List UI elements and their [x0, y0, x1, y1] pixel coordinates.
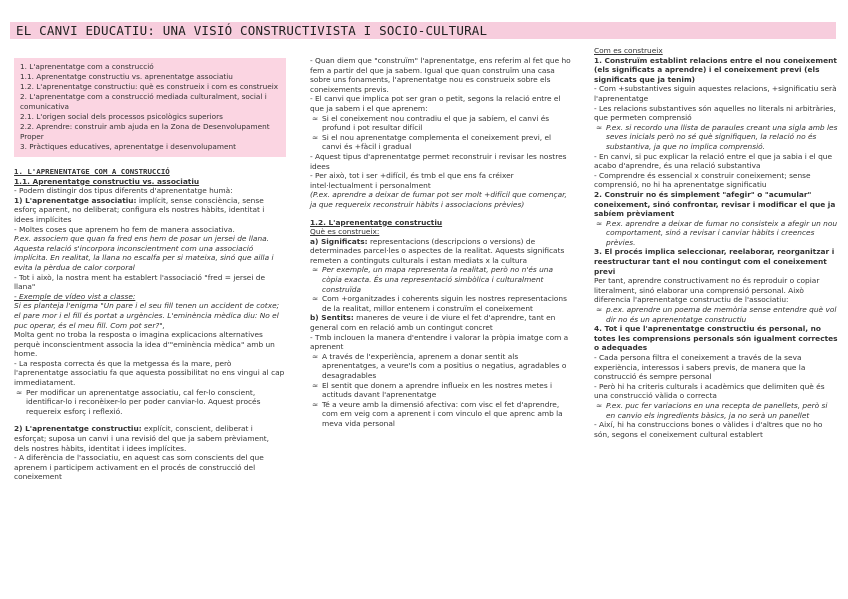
column-2 — [310, 56, 572, 429]
subsection-heading: 1.2. L'aprenentatge constructiu — [310, 217, 443, 227]
toc-item: 1. L'aprenentatge com a construcció — [20, 62, 154, 71]
numbered-point: 1. Construïm establint relacions entre el nou coneixement (els significats a aprendre) i el coneixement previ (els significats que ja tenim) — [594, 55, 837, 84]
bullet-item: ≈ Per exemple, un mapa representa la realitat, però no n'és una còpia exacta. És una representació simbòlica i culturalment construïda — [310, 265, 572, 294]
column-1 — [14, 58, 286, 482]
bullet-item: ≈ Si el nou aprenentatge complementa el coneixement previ, el canvi és +fàcil i gradual — [310, 133, 572, 152]
paragraph: - Moltes coses que aprenem ho fem de manera associativa. — [14, 224, 235, 234]
paragraph: - Cada persona filtra el coneixement a través de la seva experiència, interessos i sabers previs, de manera que la construcció és sempre personal — [594, 353, 806, 382]
term: b) Sentits: — [310, 313, 354, 323]
numbered-point: 2. Construir no és simplement "afegir" o "acumular" coneixement, sinó confrontar, revisar i modificar el que ja sabíem prèviament — [594, 189, 836, 219]
column-3 — [594, 46, 838, 439]
paragraph: - En canvi, si puc explicar la relació entre el que ja sabia i el que acabo d'aprendre, és una relació substantiva — [594, 151, 832, 171]
toc-item: 1.1. Aprenentatge constructiu vs. aprenentatge associatiu — [20, 72, 233, 81]
paragraph: - Així, hi ha construccions bones o vàlides i d'altres que no ho són, segons el coneixement cultural establert — [594, 420, 823, 439]
example: Si es planteja l'enigma "Un pare i el seu fill tenen un accident de cotxe; el pare mor i el fill és portat a urgències. L'eminència mèdica diu: No el puc operar, és el meu fill. Com pot ser?", — [14, 301, 280, 330]
page-title: EL CANVI EDUCATIU: UNA VISIÓ CONSTRUCTIVISTA I SOCIO-CULTURAL — [10, 22, 836, 39]
paragraph: Molta gent no troba la resposta o imagina explicacions alternatives perquè inconscientment associa la idea d'"eminència mèdica" amb un home. — [14, 330, 275, 359]
bullet-item: ≈ El sentit que donem a aprendre influeix en les nostres metes i actituds davant l'aprenentatge — [310, 381, 572, 400]
paragraph: - Quan diem que "construïm" l'aprenentatge, ens referim al fet que ho fem a partir del que ja sabem. Igual que quan construïm una casa sobre uns fonaments, l'aprenentatge nou es construeix sobre els coneixements previs. — [310, 56, 571, 94]
paragraph: b) Sentits: maneres de veure i de viure el fet d'aprendre, tant en general com en relació amb un contingut concret — [310, 313, 556, 333]
numbered-point: 3. El procés implica seleccionar, reelaborar, reorganitzar i reestructurar tant el nou contingut com el coneixement previ — [594, 247, 835, 276]
paragraph: - Comprendre és essencial x construir coneixement; sense comprensió, no hi ha aprenentatge significatiu — [594, 170, 811, 190]
toc-item: 2. L'aprenentatge com a construcció mediada culturalment, social i comunicativa — [20, 92, 267, 111]
bullet-item: ≈ p.ex. aprendre un poema de memòria sense entendre què vol dir no és un aprenentatge constructiu — [594, 305, 838, 324]
paragraph: a) Significats: representacions (descripcions o versions) de determinades parcel·les o aspectes de la realitat. Aquests significats remeten a continguts culturals i estan mediats x la cultura — [310, 236, 565, 265]
paragraph: - Tmb inclouen la manera d'entendre i valorar la pròpia imatge com a aprenent — [310, 332, 569, 352]
paragraph: - Tot i això, la nostra ment ha establert l'associació "fred = jersei de llana" — [14, 272, 265, 292]
paragraph: - Podem distingir dos tipus diferents d'aprenentatge humà: — [14, 186, 233, 196]
term: 1) L'aprenentatge associatiu: — [14, 195, 137, 205]
subsection-heading: 1.1. Aprenentatge constructiu vs. associatiu — [14, 176, 200, 186]
toc-item: 3. Pràctiques educatives, aprenentatge i desenvolupament — [20, 142, 236, 151]
term: 2) L'aprenentatge constructiu: — [14, 424, 142, 434]
numbered-point: 4. Tot i que l'aprenentatge constructiu és personal, no totes les comprensions personals són igualment correctes o adequades — [594, 324, 838, 353]
example-heading: - Exemple de vídeo vist a classe: — [14, 291, 136, 301]
bullet-item: ≈ Té a veure amb la dimensió afectiva: com visc el fet d'aprendre, com em veig com a aprenent i com vinculo el que aprenc amb la meva vida personal — [310, 400, 572, 429]
section-heading: 1. L'APRENENTATGE COM A CONSTRUCCIÓ — [14, 167, 170, 176]
question-heading: Què es construeix: — [310, 227, 380, 237]
paragraph: - La resposta correcta és que la metgessa és la mare, però l'aprenentatge associatiu fa que aquesta possibilitat no ens vingui al cap immediatament. — [14, 358, 285, 388]
example: (P.ex. aprendre a deixar de fumar pot ser molt +difícil que començar, ja que requereix reconstruir hàbits i associacions prèvies) — [310, 190, 567, 209]
term: a) Significats: — [310, 236, 368, 246]
paragraph: 1) L'aprenentatge associatiu: implícit, sense consciència, sense esforç aparent, no deliberat; configura els nostres hàbits, identitat i idees implícites — [14, 195, 265, 224]
table-of-contents — [14, 58, 286, 157]
bullet-item: ≈ P.ex. puc fer variacions en una recepta de panellets, però si en canvio els ingredients bàsics, ja no serà un panellet — [594, 401, 838, 420]
paragraph: Per tant, aprendre constructivament no és reproduir o copiar literalment, sinó elaborar una comprensió personal. Això diferencia l'aprenentatge constructiu de l'associatiu: — [594, 276, 820, 305]
paragraph: - Aquest tipus d'aprenentatge permet reconstruir i revisar les nostres idees — [310, 151, 567, 171]
subsection-heading: Com es construeix — [594, 46, 663, 55]
bullet-item: ≈ Per modificar un aprenentatge associatiu, cal fer-lo conscient, identificar-lo i reconèixer-lo per poder canviar-lo. Aquest procés requereix esforç i reflexió. — [14, 388, 286, 417]
bullet-item: ≈ P.ex. aprendre a deixar de fumar no consisteix a afegir un nou comportament, sinó a revisar i canviar hàbits i creences prèvies. — [594, 219, 838, 248]
example: P.ex. associem que quan fa fred ens hem de posar un jersei de llana. Aquesta relació s'incorpora inconscientment com una associació implícita. En realitat, la llana no escalfa per si mateixa, sinó que ailla i evita la pèrdua de calor corporal — [14, 234, 274, 272]
toc-item: 1.2. L'aprenentatge constructiu: què es construeix i com es construeix — [20, 82, 279, 91]
bullet-item: ≈ Si el coneixement nou contradiu el que ja sabíem, el canvi és profund i pot resultar difícil — [310, 114, 572, 133]
paragraph: - Però hi ha criteris culturals i acadèmics que delimiten què és una construcció vàlida o correcta — [594, 381, 825, 401]
bullet-item: ≈ Com +organitzades i coherents siguin les nostres representacions de la realitat, millor entenem i construïm el coneixement — [310, 294, 572, 313]
toc-item: 2.1. L'origen social dels processos psicològics superiors — [20, 112, 223, 121]
paragraph: - A diferència de l'associatiu, en aquest cas som conscients del que aprenem i participem activament en el procés de construcció del coneixement — [14, 453, 264, 482]
bullet-item: ≈ P.ex. si recordo una llista de paraules creant una sigla amb les seves inicials però no sé què signifiquen, la relació no és substantiva, ja que no implica comprensió. — [594, 123, 838, 152]
paragraph: - El canvi que implica pot ser gran o petit, segons la relació entre el que ja sabem i el que aprenem: — [310, 94, 561, 113]
paragraph: 2) L'aprenentatge constructiu: explícit, conscient, deliberat i esforçat; suposa un canvi i una revisió del que ja sabem prèviament, dels nostres hàbits, identitat i idees implícites. — [14, 424, 270, 453]
paragraph: - Per això, tot i ser +difícil, és tmb el que ens fa créixer intel·lectualment i personalment — [310, 171, 514, 190]
paragraph: - Com +substantives siguin aquestes relacions, +significatiu serà l'aprenentatge — [594, 84, 837, 103]
paragraph: - Les relacions substantives són aquelles no literals ni arbitràries, que permeten comprensió — [594, 103, 836, 123]
toc-item: 2.2. Aprendre: construir amb ajuda en la Zona de Desenvolupament Proper — [20, 122, 270, 141]
bullet-item: ≈ A través de l'experiència, aprenem a donar sentit als aprenentatges, a veure'ls com a positius o negatius, agradables o desagradables — [310, 352, 572, 381]
